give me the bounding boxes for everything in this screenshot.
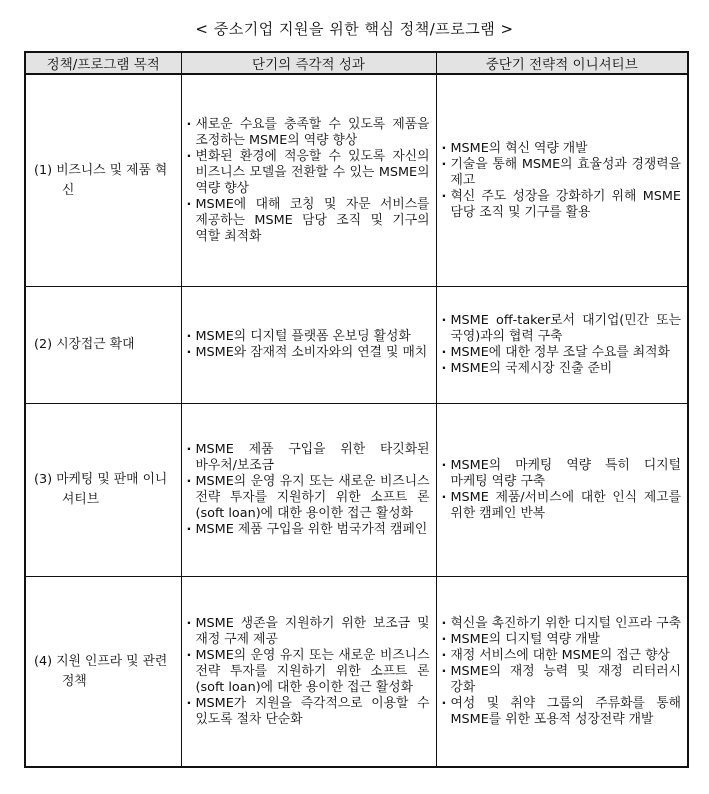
short-term-list [186, 442, 430, 538]
goal-label: (2) 시장접근 확대 [34, 337, 135, 352]
list-item: · MSME의 디지털 플랫폼 온보딩 활성화 [186, 329, 430, 345]
header-goal: 정책/프로그램 목적 [25, 52, 181, 74]
list-item: · MSME 제품 구입을 위한 타깃화된 바우처/보조금 [186, 442, 430, 474]
header-short-term: 단기의 즉각적 성과 [181, 52, 436, 74]
goal-cell [25, 404, 181, 577]
short-term-list [186, 329, 430, 361]
mid-term-cell [436, 404, 688, 577]
short-term-cell [181, 287, 436, 404]
table-title: < 중소기업 지원을 위한 핵심 정책/프로그램 > [195, 20, 514, 38]
short-term-cell [181, 577, 436, 768]
policy-table [24, 51, 689, 768]
list-item: · MSME에 대한 정부 조달 수요를 최적화 [441, 345, 682, 361]
list-item: · 혁신을 촉진하기 위한 디지털 인프라 구축 [441, 616, 682, 632]
list-item: · 재정 서비스에 대한 MSME의 접근 향상 [441, 648, 682, 664]
table-row [25, 287, 688, 404]
mid-term-cell [436, 577, 688, 768]
list-item: · 기술을 통해 MSME의 효율성과 경쟁력을 제고 [441, 157, 682, 189]
list-item: · 혁신 주도 성장을 강화하기 위해 MSME 담당 조직 및 기구를 활용 [441, 189, 682, 221]
short-term-list [186, 117, 430, 245]
list-item: · MSME의 재정 능력 및 재정 리터러시 강화 [441, 664, 682, 696]
list-item: · MSME의 디지털 역량 개발 [441, 632, 682, 648]
list-item: · MSME 제품/서비스에 대한 인식 제고를 위한 캠페인 반복 [441, 490, 682, 522]
mid-term-list [441, 141, 682, 221]
goal-cell [25, 577, 181, 768]
list-item: · 변화된 환경에 적응할 수 있도록 자신의 비즈니스 모델을 전환할 수 있는 MSME의 역량 향상 [186, 149, 430, 197]
mid-term-list [441, 458, 682, 522]
list-item: · 여성 및 취약 그룹의 주류화를 통해 MSME를 위한 포용적 성장전략 개발 [441, 696, 682, 728]
mid-term-list [441, 616, 682, 728]
list-item: · MSME의 운영 유지 또는 새로운 비즈니스 전략 투자를 지원하기 위한 소프트 론(soft loan)에 대한 용이한 접근 활성화 [186, 474, 430, 522]
list-item: · MSME의 마케팅 역량 특히 디지털 마케팅 역량 구축 [441, 458, 682, 490]
mid-term-cell [436, 74, 688, 287]
table-row [25, 404, 688, 577]
list-item: · MSME의 혁신 역량 개발 [441, 141, 682, 157]
short-term-cell [181, 404, 436, 577]
mid-term-cell [436, 287, 688, 404]
mid-term-list [441, 313, 682, 377]
list-item: · MSME에 대해 코칭 및 자문 서비스를 제공하는 MSME 담당 조직 및 기구의 역할 최적화 [186, 197, 430, 245]
goal-cell [25, 287, 181, 404]
goal-label: (3) 마케팅 및 판매 이니셔티브 [34, 472, 168, 507]
goal-label: (4) 지원 인프라 및 관련 정책 [34, 653, 168, 689]
list-item: · MSME 제품 구입을 위한 범국가적 캠페인 [186, 522, 430, 538]
list-item: · MSME와 잠재적 소비자와의 연결 및 매치 [186, 345, 430, 361]
list-item: · 새로운 수요를 충족할 수 있도록 제품을 조정하는 MSME의 역량 향상 [186, 117, 430, 149]
list-item: · MSME의 운영 유지 또는 새로운 비즈니스 전략 투자를 지원하기 위한 소프트 론(soft loan)에 대한 용이한 접근 활성화 [186, 648, 430, 696]
header-row [25, 52, 688, 74]
header-mid-term: 중단기 전략적 이니셔티브 [436, 52, 688, 74]
list-item: · MSME off-taker로서 대기업(민간 또는 국영)과의 협력 구축 [441, 313, 682, 345]
table-row [25, 577, 688, 768]
short-term-list [186, 616, 430, 728]
list-item: · MSME 생존을 지원하기 위한 보조금 및 재정 구제 제공 [186, 616, 430, 648]
goal-cell [25, 74, 181, 287]
list-item: · MSME의 국제시장 진출 준비 [441, 361, 682, 377]
short-term-cell [181, 74, 436, 287]
goal-label: (1) 비즈니스 및 제품 혁신 [34, 162, 168, 198]
table-row [25, 74, 688, 287]
list-item: · MSME가 지원을 즉각적으로 이용할 수 있도록 절차 단순화 [186, 696, 430, 728]
